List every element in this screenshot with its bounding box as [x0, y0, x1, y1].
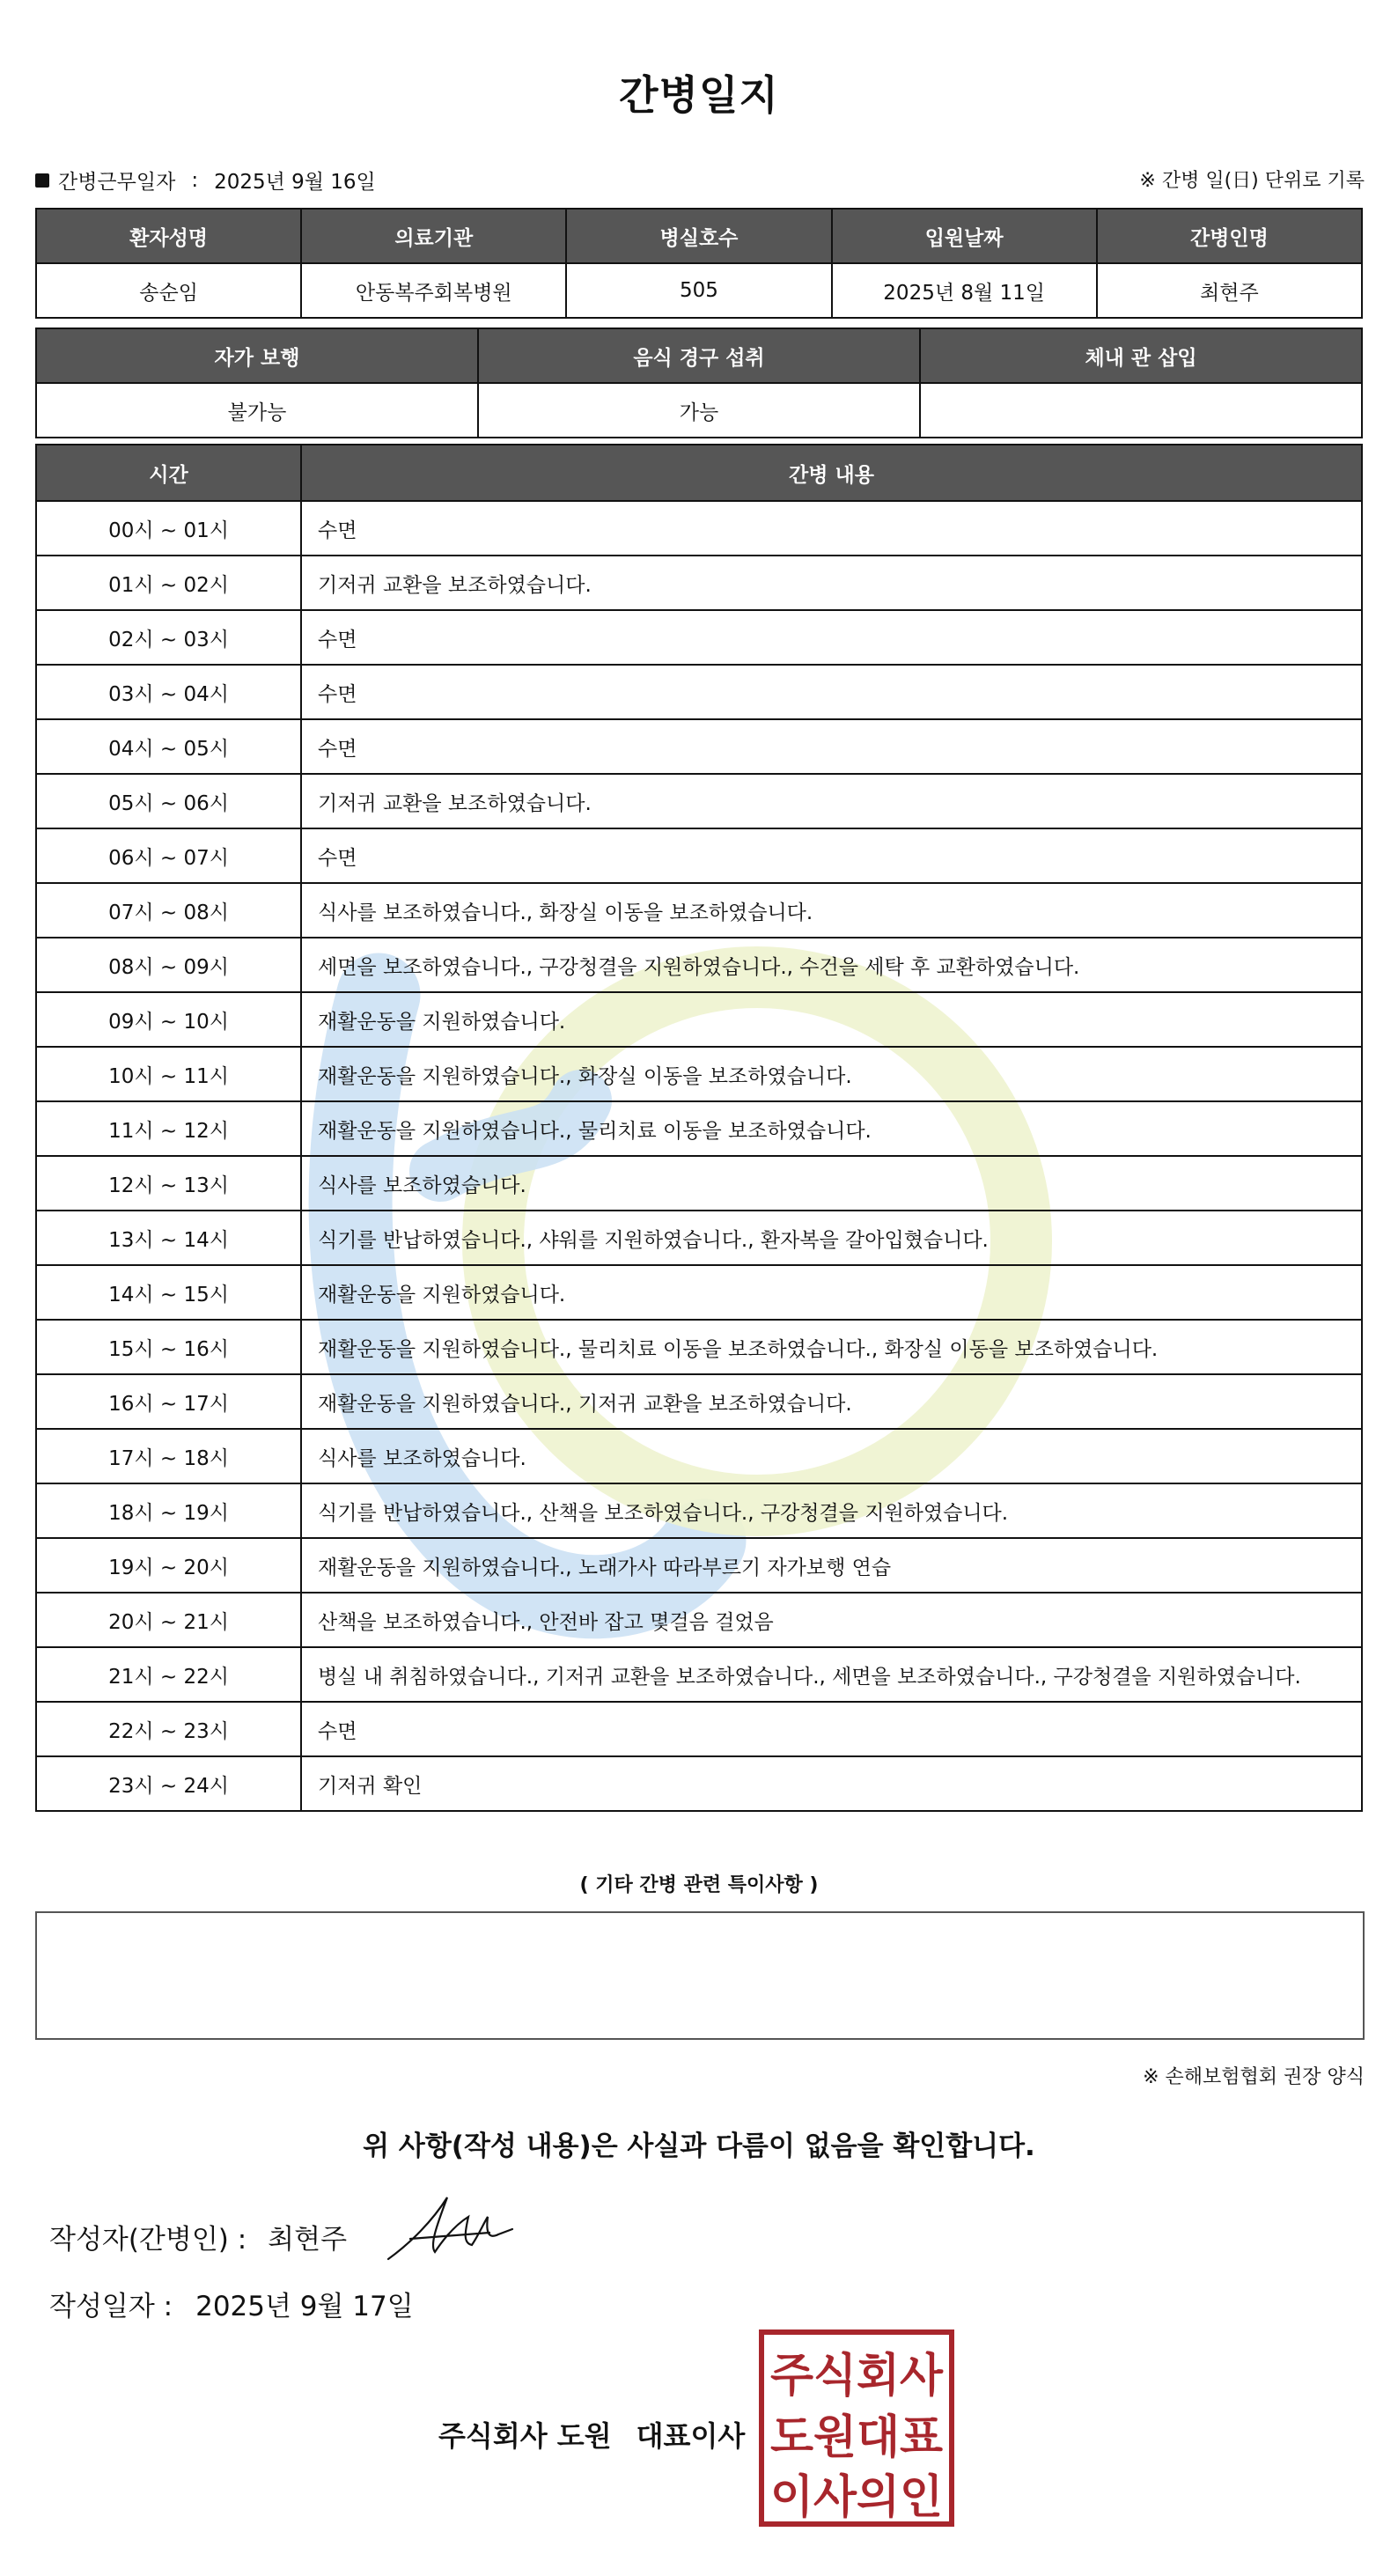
table-row [36, 992, 1362, 1047]
table-row [36, 501, 1362, 556]
log-content: 식사를 보조하였습니다. [301, 1429, 1362, 1483]
log-content: 식사를 보조하였습니다., 화장실 이동을 보조하였습니다. [301, 883, 1362, 938]
tube-insertion [920, 383, 1362, 438]
log-time: 01시 ~ 02시 [36, 556, 301, 610]
log-content: 수면 [301, 610, 1362, 665]
written-date-label: 작성일자 : [49, 2291, 173, 2322]
table-row [36, 610, 1362, 665]
admission-date: 2025년 8월 11일 [832, 263, 1097, 318]
svg-text:주식회사: 주식회사 [770, 2350, 944, 2403]
log-content: 식기를 반납하였습니다., 샤워를 지원하였습니다., 환자복을 갈아입혔습니다. [301, 1211, 1362, 1265]
author-name: 최현주 [268, 2224, 348, 2256]
svg-text:도원대표: 도원대표 [770, 2411, 943, 2464]
log-time: 15시 ~ 16시 [36, 1320, 301, 1374]
company-line [438, 2414, 745, 2455]
log-time: 00시 ~ 01시 [36, 501, 301, 556]
log-content: 기저귀 교환을 보조하였습니다. [301, 774, 1362, 828]
association-note: ※ 손해보험협회 권장 양식 [1143, 2066, 1365, 2088]
log-content: 수면 [301, 828, 1362, 883]
room-number: 505 [566, 263, 831, 318]
unit-note: ※ 간병 일(日) 단위로 기록 [1139, 170, 1365, 192]
table-row [36, 665, 1362, 719]
log-content: 병실 내 취침하였습니다., 기저귀 교환을 보조하였습니다., 세면을 보조하였습니다., 구강청결을 지원하였습니다. [301, 1647, 1362, 1702]
log-time: 18시 ~ 19시 [36, 1483, 301, 1538]
confirmation-statement: 위 사항(작성 내용)은 사실과 다름이 없음을 확인합니다. [363, 2131, 1035, 2162]
log-content: 재활운동을 지원하였습니다., 물리치료 이동을 보조하였습니다. [301, 1101, 1362, 1156]
patient-name: 송순임 [36, 263, 301, 318]
log-time: 09시 ~ 10시 [36, 992, 301, 1047]
table-row [36, 1320, 1362, 1374]
company-name: 주식회사 도원 [438, 2419, 612, 2453]
log-content: 재활운동을 지원하였습니다., 물리치료 이동을 보조하였습니다., 화장실 이동을 보조하였습니다. [301, 1320, 1362, 1374]
bullet-square-icon [35, 173, 49, 188]
log-time: 14시 ~ 15시 [36, 1265, 301, 1320]
table-row [36, 719, 1362, 774]
author-line [49, 2217, 347, 2256]
table-row [36, 1756, 1362, 1811]
table-row [36, 1374, 1362, 1429]
ability-table [35, 328, 1363, 438]
log-time: 06시 ~ 07시 [36, 828, 301, 883]
work-date [35, 166, 376, 195]
handwritten-signature [384, 2190, 516, 2270]
company-seal [759, 2329, 954, 2527]
table-row [36, 1101, 1362, 1156]
work-date-separator: : [191, 168, 199, 192]
log-time: 02시 ~ 03시 [36, 610, 301, 665]
log-time: 21시 ~ 22시 [36, 1647, 301, 1702]
header-care-content: 간병 내용 [301, 445, 1362, 501]
caregiver-name: 최현주 [1097, 263, 1362, 318]
table-row [36, 1647, 1362, 1702]
institution: 안동복주회복병원 [301, 263, 566, 318]
log-content: 식사를 보조하였습니다. [301, 1156, 1362, 1211]
log-time: 16시 ~ 17시 [36, 1374, 301, 1429]
log-content: 재활운동을 지원하였습니다. [301, 1265, 1362, 1320]
log-time: 17시 ~ 18시 [36, 1429, 301, 1483]
header-patient-name: 환자성명 [36, 209, 301, 263]
table-row [36, 883, 1362, 938]
page-title: 간병일지 [619, 71, 779, 119]
log-time: 13시 ~ 14시 [36, 1211, 301, 1265]
header-time: 시간 [36, 445, 301, 501]
log-time: 22시 ~ 23시 [36, 1702, 301, 1756]
header-tube-insertion: 체내 관 삽입 [920, 328, 1362, 383]
log-content: 기저귀 교환을 보조하였습니다. [301, 556, 1362, 610]
log-time: 19시 ~ 20시 [36, 1538, 301, 1593]
table-row [36, 556, 1362, 610]
log-content: 수면 [301, 719, 1362, 774]
header-institution: 의료기관 [301, 209, 566, 263]
header-room: 병실호수 [566, 209, 831, 263]
log-content: 재활운동을 지원하였습니다., 화장실 이동을 보조하였습니다. [301, 1047, 1362, 1101]
table-row [36, 828, 1362, 883]
header-caregiver-name: 간병인명 [1097, 209, 1362, 263]
log-content: 재활운동을 지원하였습니다. [301, 992, 1362, 1047]
log-time: 03시 ~ 04시 [36, 665, 301, 719]
log-content: 산책을 보조하였습니다., 안전바 잡고 몇걸음 걸었음 [301, 1593, 1362, 1647]
log-time: 04시 ~ 05시 [36, 719, 301, 774]
header-admission-date: 입원날짜 [832, 209, 1097, 263]
author-label: 작성자(간병인) : [49, 2224, 247, 2256]
table-row [36, 1156, 1362, 1211]
log-content: 식기를 반납하였습니다., 산책을 보조하였습니다., 구강청결을 지원하였습니다. [301, 1483, 1362, 1538]
care-log-table [35, 444, 1363, 1812]
company-role: 대표이사 [636, 2419, 746, 2453]
log-content: 수면 [301, 665, 1362, 719]
log-time: 11시 ~ 12시 [36, 1101, 301, 1156]
header-self-walking: 자가 보행 [36, 328, 478, 383]
log-content: 수면 [301, 501, 1362, 556]
log-time: 12시 ~ 13시 [36, 1156, 301, 1211]
patient-info-table [35, 208, 1363, 319]
log-time: 07시 ~ 08시 [36, 883, 301, 938]
written-date-value: 2025년 9월 17일 [195, 2291, 414, 2322]
log-content: 수면 [301, 1702, 1362, 1756]
self-walking: 불가능 [36, 383, 478, 438]
table-row [36, 774, 1362, 828]
work-date-label: 간병근무일자 [58, 171, 176, 194]
log-content: 세면을 보조하였습니다., 구강청결을 지원하였습니다., 수건을 세탁 후 교환하였습니다. [301, 938, 1362, 992]
table-row [36, 1538, 1362, 1593]
log-time: 10시 ~ 11시 [36, 1047, 301, 1101]
log-time: 23시 ~ 24시 [36, 1756, 301, 1811]
oral-intake: 가능 [478, 383, 920, 438]
table-row [36, 1047, 1362, 1101]
svg-text:이사의인: 이사의인 [770, 2471, 943, 2524]
header-oral-intake: 음식 경구 섭취 [478, 328, 920, 383]
log-content: 기저귀 확인 [301, 1756, 1362, 1811]
work-date-value: 2025년 9월 16일 [214, 171, 376, 194]
table-row [36, 1211, 1362, 1265]
log-time: 05시 ~ 06시 [36, 774, 301, 828]
table-row [36, 1593, 1362, 1647]
table-row [36, 938, 1362, 992]
log-time: 20시 ~ 21시 [36, 1593, 301, 1647]
log-content: 재활운동을 지원하였습니다., 노래가사 따라부르기 자가보행 연습 [301, 1538, 1362, 1593]
log-content: 재활운동을 지원하였습니다., 기저귀 교환을 보조하였습니다. [301, 1374, 1362, 1429]
table-row [36, 1483, 1362, 1538]
special-notes-title: ( 기타 간병 관련 특이사항 ) [579, 1874, 819, 1896]
special-notes-box [35, 1911, 1365, 2040]
table-row [36, 1702, 1362, 1756]
written-date-line [49, 2284, 414, 2323]
log-time: 08시 ~ 09시 [36, 938, 301, 992]
table-row [36, 1429, 1362, 1483]
table-row [36, 1265, 1362, 1320]
